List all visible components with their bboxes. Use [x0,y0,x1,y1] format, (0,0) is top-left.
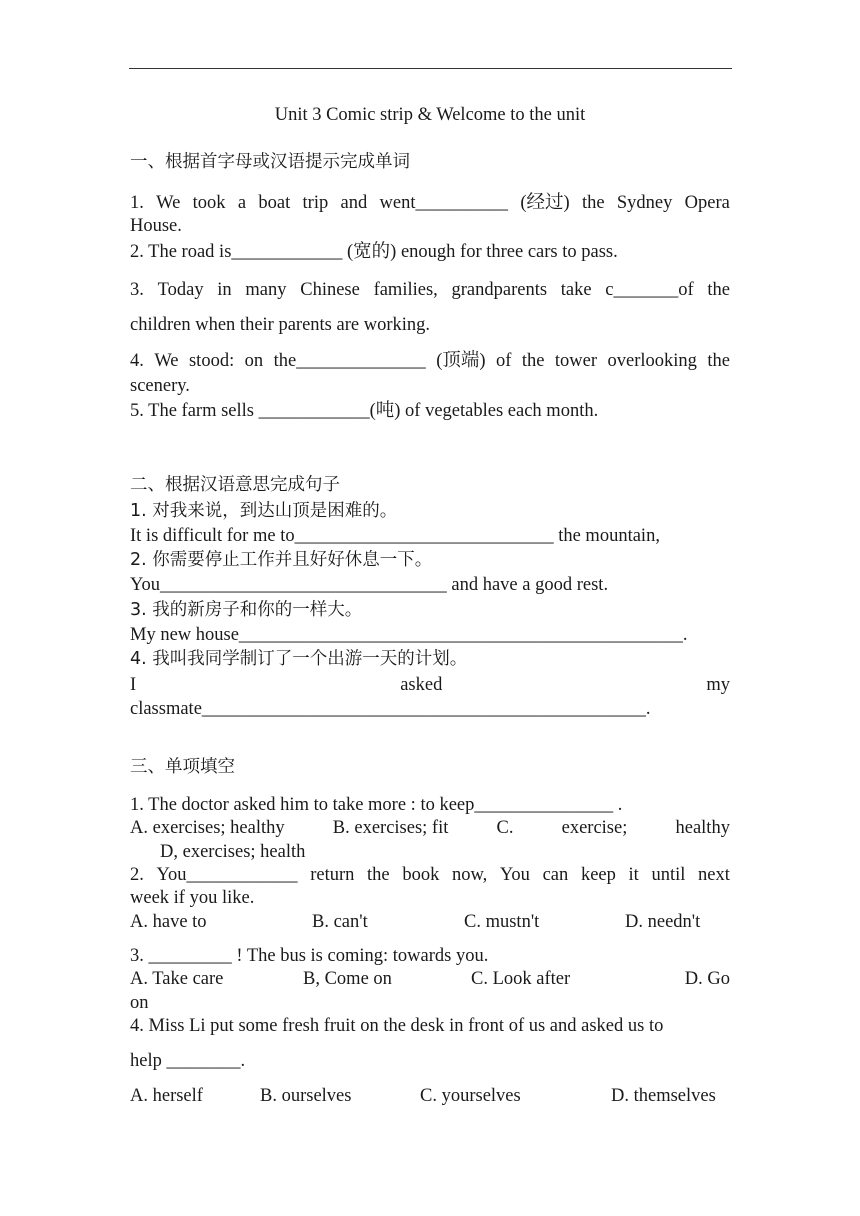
word: the [581,193,605,213]
word: a [237,193,247,213]
s3-q3-option-d-cont: on [130,993,149,1013]
s1-q3-cont: children when their parents are working. [130,315,431,335]
s1-q4 [130,350,730,373]
option-b[interactable]: B. exercises; fit [332,818,449,838]
word: stood: [188,351,235,371]
s2-q4-en-cont: classmate________________________________________________. [130,699,651,719]
option-d[interactable]: D. Go [684,969,730,989]
word: it [628,865,639,885]
option-a[interactable]: A. have to [130,912,207,932]
word: We [154,351,179,371]
option-d[interactable]: D. themselves [611,1086,716,1106]
s2-q3-zh: 3. 我的新房子和你的一样大。 [130,600,363,620]
word: Opera [684,193,730,213]
s1-q2: 2. The road is____________ (宽的) enough for three cars to pass. [130,242,618,262]
option-a[interactable]: A. Take care [130,969,224,989]
word: 3. [130,280,144,300]
word: I [130,675,137,695]
blank[interactable]: You____________ [156,865,298,885]
blank[interactable]: went__________ [379,193,509,213]
word: Sydney [616,193,673,213]
word: We [156,193,181,213]
s2-q4-zh: 4. 我叫我同学制订了一个出游一天的计划。 [130,649,468,669]
word: 4. [130,351,144,371]
word: 1. [130,193,144,213]
s3-q1: 1. The doctor asked him to take more : to keep_______________ . [130,795,623,815]
s3-q2-cont: week if you like. [130,888,255,908]
word: the [707,280,730,300]
s3-q1-options [130,817,730,840]
section2-heading: 二、根据汉语意思完成句子 [130,475,340,495]
word: asked [400,675,443,695]
word: book [402,865,440,885]
s3-q3: 3. _________ ! The bus is coming: towards you. [130,946,489,966]
blank[interactable]: the______________ [273,351,426,371]
word: take [560,280,592,300]
word: families, [373,280,438,300]
word: next [698,865,730,885]
s2-q2-zh: 2. 你需要停止工作并且好好休息一下。 [130,550,433,570]
option-c[interactable]: C. mustn't [464,912,540,932]
word: Today [157,280,204,300]
option-b[interactable]: B. ourselves [260,1086,352,1106]
word: the [367,865,390,885]
word: You [499,865,530,885]
option-c[interactable]: C. [496,818,514,838]
word: in [217,280,232,300]
word: tower [554,351,598,371]
option-c-word: exercise; [561,818,628,838]
word: took [192,193,226,213]
word: return [310,865,355,885]
word: 2. [130,865,144,885]
s1-q1-cont: House. [130,216,182,236]
word: Chinese [300,280,360,300]
s2-q4-en [130,674,730,697]
s2-q2-en: You_______________________________ and have a good rest. [130,575,609,595]
word: now, [451,865,488,885]
s3-q4: 4. Miss Li put some fresh fruit on the desk in front of us and asked us to [130,1016,664,1036]
word: until [651,865,686,885]
word: boat [258,193,291,213]
word: the [521,351,545,371]
word: my [706,675,730,695]
word: (顶端) [436,351,486,371]
header-rule [129,68,732,69]
option-c-word: healthy [675,818,730,838]
word: the [707,351,730,371]
word: grandparents [451,280,548,300]
s3-q2 [130,864,730,887]
option-a[interactable]: A. herself [130,1086,203,1106]
s1-q3 [130,279,730,302]
option-c[interactable]: C. Look after [471,969,571,989]
blank[interactable]: c_______of [605,280,694,300]
section3-heading: 三、单项填空 [130,757,235,777]
option-b[interactable]: B, Come on [303,969,392,989]
option-a[interactable]: A. exercises; healthy [130,818,285,838]
s2-q1-zh: 1. 对我来说，到达山顶是困难的。 [130,501,398,521]
s2-q3-en: My new house________________________________________________. [130,625,688,645]
word: and [340,193,368,213]
word: (经过) [520,193,570,213]
word: keep [580,865,616,885]
unit-title: Unit 3 Comic strip & Welcome to the unit [274,105,586,125]
s3-q4-cont: help ________. [130,1051,246,1071]
word: trip [302,193,329,213]
s2-q1-en: It is difficult for me to____________________________ the mountain, [130,526,660,546]
word: of [495,351,512,371]
section1-heading: 一、根据首字母或汉语提示完成单词 [130,152,410,172]
word: can [542,865,569,885]
s1-q1 [130,192,730,215]
word: overlooking [607,351,697,371]
option-c[interactable]: C. yourselves [420,1086,521,1106]
option-d[interactable]: D. needn't [625,912,701,932]
word: many [245,280,287,300]
s3-q1-option-d[interactable]: D, exercises; health [160,842,306,862]
s1-q4-cont: scenery. [130,376,190,396]
s1-q5: 5. The farm sells ____________(吨) of vegetables each month. [130,401,599,421]
word: on [244,351,264,371]
option-b[interactable]: B. can't [312,912,368,932]
